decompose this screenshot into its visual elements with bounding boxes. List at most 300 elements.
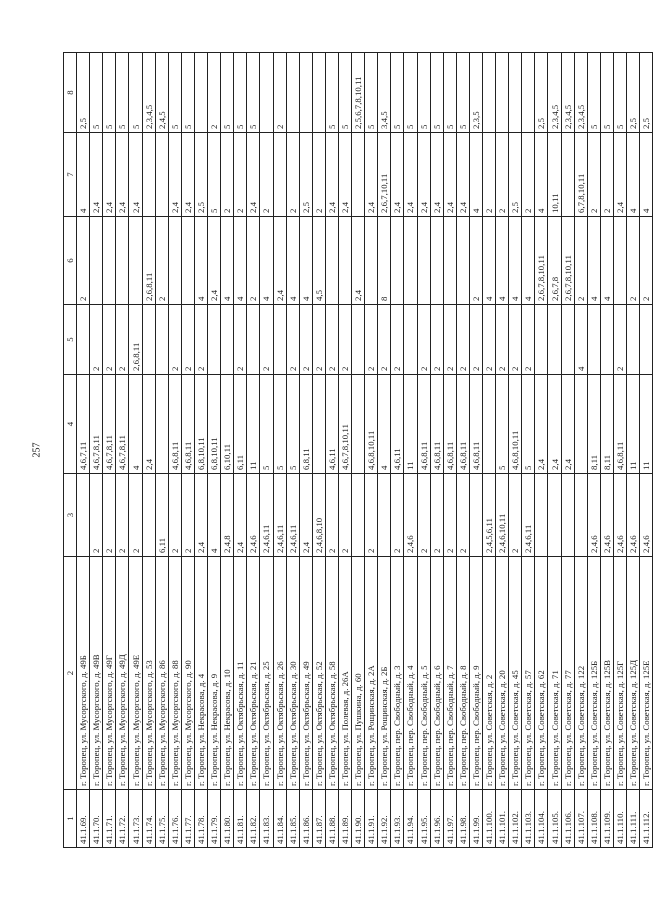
value-cell: 4,6,8,10,11 [365, 375, 378, 474]
value-cell: 2,4,6 [247, 474, 260, 557]
value-cell: 4 [483, 217, 496, 305]
address-cell: г. Торопец, пер. Свободный, д. 4 [404, 557, 417, 790]
row-number-cell: 41.1.79. [208, 790, 221, 848]
value-cell [509, 53, 522, 133]
value-cell: 6,8,11 [299, 375, 312, 474]
value-cell [155, 375, 168, 474]
value-cell [430, 217, 443, 305]
table-row [90, 53, 103, 848]
value-cell: 4 [627, 133, 640, 217]
value-cell: 2,4 [208, 217, 221, 305]
value-cell: 2 [181, 474, 194, 557]
address-cell: г. Торопец, ул. Советская, д. 122 [574, 557, 587, 790]
value-cell: 6,8,10,11 [194, 375, 207, 474]
value-cell: 2 [338, 474, 351, 557]
value-cell: 2,4 [181, 133, 194, 217]
value-cell: 2,4,6,11 [286, 474, 299, 557]
value-cell: 6,11 [155, 474, 168, 557]
value-cell: 11 [640, 375, 653, 474]
value-cell [116, 217, 129, 305]
value-cell [142, 474, 155, 557]
value-cell: 2 [522, 305, 535, 375]
value-cell: 2 [247, 217, 260, 305]
table-row [627, 53, 640, 848]
value-cell [221, 305, 234, 375]
value-cell: 2 [483, 133, 496, 217]
value-cell: 2,4,6 [600, 474, 613, 557]
value-cell: 2 [496, 305, 509, 375]
table-row [365, 53, 378, 848]
value-cell: 2 [443, 305, 456, 375]
value-cell [273, 133, 286, 217]
value-cell: 4,6,11 [325, 375, 338, 474]
value-cell: 4,6,8,11 [443, 375, 456, 474]
row-number-cell: 41.1.100. [483, 790, 496, 848]
value-cell [443, 217, 456, 305]
value-cell: 4,6,8,11 [430, 375, 443, 474]
table-row [168, 53, 181, 848]
value-cell: 4,6,7,8,11 [90, 375, 103, 474]
value-cell: 4 [600, 217, 613, 305]
value-cell: 2,4 [443, 133, 456, 217]
value-cell [208, 305, 221, 375]
address-cell: г. Торопец, ул. Советская, д. 125Е [640, 557, 653, 790]
value-cell: 2 [391, 305, 404, 375]
row-number-cell: 41.1.105. [548, 790, 561, 848]
value-cell [627, 305, 640, 375]
table-row [221, 53, 234, 848]
header-cell: 3 [64, 474, 77, 557]
row-number-cell: 41.1.103. [522, 790, 535, 848]
row-number-cell: 41.1.97. [443, 790, 456, 848]
value-cell [561, 133, 574, 217]
value-cell: 5 [443, 53, 456, 133]
value-cell: 4,6,8,11 [613, 375, 626, 474]
value-cell [600, 305, 613, 375]
value-cell: 2 [168, 305, 181, 375]
value-cell: 2,4,6 [404, 474, 417, 557]
value-cell: 5 [247, 53, 260, 133]
value-cell: 2 [378, 305, 391, 375]
value-cell [352, 474, 365, 557]
value-cell: 2,4 [90, 133, 103, 217]
value-cell: 5 [600, 53, 613, 133]
address-cell: г. Торопец, пер. Свободный, д. 3 [391, 557, 404, 790]
row-number-cell: 41.1.87. [312, 790, 325, 848]
value-cell: 5 [325, 53, 338, 133]
address-cell: г. Торопец, ул. Мусоргского, д. 86 [155, 557, 168, 790]
header-cell: 6 [64, 217, 77, 305]
value-cell: 4,6,7,8,11 [103, 375, 116, 474]
table-row [587, 53, 600, 848]
value-cell: 2,4 [365, 133, 378, 217]
row-number-cell: 41.1.95. [417, 790, 430, 848]
table-row [194, 53, 207, 848]
value-cell: 4,6,7,8,11 [116, 375, 129, 474]
value-cell: 2,4 [535, 375, 548, 474]
value-cell: 11 [627, 375, 640, 474]
header-row [64, 53, 77, 848]
value-cell: 2,4 [613, 133, 626, 217]
value-cell [312, 53, 325, 133]
value-cell [312, 375, 325, 474]
value-cell: 2 [469, 217, 482, 305]
value-cell [483, 375, 496, 474]
value-cell [286, 53, 299, 133]
value-cell: 4 [299, 217, 312, 305]
table-row [312, 53, 325, 848]
value-cell [548, 474, 561, 557]
value-cell: 2,4,5 [155, 53, 168, 133]
value-cell: 2 [194, 305, 207, 375]
value-cell: 2 [469, 305, 482, 375]
value-cell: 2 [103, 474, 116, 557]
value-cell: 2 [77, 217, 90, 305]
value-cell: 6,8,10,11 [208, 375, 221, 474]
value-cell: 4 [535, 133, 548, 217]
value-cell: 2 [325, 474, 338, 557]
value-cell: 5 [286, 375, 299, 474]
value-cell: 2,5 [509, 133, 522, 217]
value-cell [496, 53, 509, 133]
value-cell: 4 [469, 133, 482, 217]
value-cell: 2,3,4,5 [142, 53, 155, 133]
address-cell: г. Торопец, ул. Полевая, д. 26А [338, 557, 351, 790]
value-cell: 2 [456, 305, 469, 375]
value-cell: 2,4 [561, 375, 574, 474]
header-cell: 4 [64, 375, 77, 474]
data-table [63, 52, 653, 848]
row-number-cell: 41.1.76. [168, 790, 181, 848]
value-cell: 5 [208, 133, 221, 217]
value-cell: 5 [391, 53, 404, 133]
value-cell: 2,4 [142, 375, 155, 474]
address-cell: г. Торопец, ул. Мусоргского, д. 90 [181, 557, 194, 790]
value-cell: 11 [247, 375, 260, 474]
value-cell: 4 [509, 217, 522, 305]
value-cell [640, 305, 653, 375]
header-cell: 8 [64, 53, 77, 133]
address-cell: г. Торопец, ул. Советская, д. 45 [509, 557, 522, 790]
value-cell: 2,4,6,11 [273, 474, 286, 557]
address-cell: г. Торопец, ул. Мусоргского, д. 49Д [116, 557, 129, 790]
value-cell: 4 [378, 375, 391, 474]
value-cell [469, 474, 482, 557]
page-number-text: 257 [31, 442, 43, 458]
value-cell: 2 [365, 305, 378, 375]
value-cell [352, 305, 365, 375]
value-cell: 2,4,6,10,11 [496, 474, 509, 557]
row-number-cell: 41.1.110. [613, 790, 626, 848]
value-cell: 5 [587, 53, 600, 133]
table-row [600, 53, 613, 848]
address-cell: г. Торопец, ул. Октябрьская, д. 52 [312, 557, 325, 790]
row-number-cell: 41.1.109. [600, 790, 613, 848]
value-cell [574, 474, 587, 557]
table-row [561, 53, 574, 848]
value-cell: 6,11 [234, 375, 247, 474]
value-cell: 8 [378, 217, 391, 305]
address-cell: г. Торопец, ул. Мусоргского, д. 49В [90, 557, 103, 790]
table-body [64, 53, 653, 848]
value-cell: 4 [194, 217, 207, 305]
value-cell: 5 [168, 53, 181, 133]
value-cell [378, 474, 391, 557]
value-cell: 2 [456, 474, 469, 557]
address-cell: г. Торопец, ул. Советская, д. 57 [522, 557, 535, 790]
table-row [116, 53, 129, 848]
value-cell: 5 [613, 53, 626, 133]
value-cell: 4,5 [312, 217, 325, 305]
address-cell: г. Торопец, ул. Советская, д. 62 [535, 557, 548, 790]
address-cell: г. Торопец, ул. Мусоргского, д. 53 [142, 557, 155, 790]
address-cell: г. Торопец, ул. Мусоргского, д. 49Е [129, 557, 142, 790]
value-cell: 2 [430, 474, 443, 557]
table-row [77, 53, 90, 848]
table-row [483, 53, 496, 848]
value-cell: 5 [116, 53, 129, 133]
address-cell: г. Торопец, пер. Свободный, д. 6 [430, 557, 443, 790]
value-cell: 5 [496, 375, 509, 474]
value-cell: 2 [391, 474, 404, 557]
value-cell [548, 305, 561, 375]
value-cell [142, 133, 155, 217]
row-number-cell: 41.1.82. [247, 790, 260, 848]
address-cell: г. Торопец, ул. Мусоргского, д. 49Г [103, 557, 116, 790]
value-cell [273, 305, 286, 375]
row-number-cell: 41.1.73. [129, 790, 142, 848]
value-cell: 2 [90, 474, 103, 557]
value-cell: 2 [600, 133, 613, 217]
value-cell: 2,4 [352, 217, 365, 305]
row-number-cell: 41.1.90. [352, 790, 365, 848]
row-number-cell: 41.1.70. [90, 790, 103, 848]
value-cell: 4,6,11 [391, 375, 404, 474]
table-row [325, 53, 338, 848]
row-number-cell: 41.1.77. [181, 790, 194, 848]
value-cell: 2 [483, 305, 496, 375]
address-cell: г. Торопец, пер. Свободный, д. 9 [469, 557, 482, 790]
value-cell [103, 217, 116, 305]
value-cell [456, 217, 469, 305]
address-cell: г. Торопец, ул. Советская, д. 125Г [613, 557, 626, 790]
value-cell: 4 [496, 217, 509, 305]
address-cell: г. Торопец, ул. Рощинская, д. 2Б [378, 557, 391, 790]
value-cell: 5 [181, 53, 194, 133]
value-cell: 2 [234, 305, 247, 375]
value-cell: 2 [286, 305, 299, 375]
value-cell: 2,5 [194, 133, 207, 217]
value-cell [155, 133, 168, 217]
value-cell [535, 474, 548, 557]
address-cell: г. Торопец, ул. Советская, д. 77 [561, 557, 574, 790]
value-cell: 2,5 [299, 133, 312, 217]
value-cell: 2,5 [640, 53, 653, 133]
value-cell: 4 [77, 133, 90, 217]
value-cell: 6,10,11 [221, 375, 234, 474]
value-cell: 2 [325, 305, 338, 375]
table-row [548, 53, 561, 848]
value-cell: 2,3,4,5 [561, 53, 574, 133]
value-cell: 2,4 [430, 133, 443, 217]
value-cell: 2,4 [417, 133, 430, 217]
value-cell: 2,4,6,8,10 [312, 474, 325, 557]
value-cell: 2 [116, 305, 129, 375]
value-cell: 2 [365, 474, 378, 557]
value-cell: 2 [168, 474, 181, 557]
value-cell: 2 [640, 217, 653, 305]
header-cell: 2 [64, 557, 77, 790]
value-cell [561, 474, 574, 557]
table-row [496, 53, 509, 848]
value-cell: 2 [417, 305, 430, 375]
table-row [443, 53, 456, 848]
value-cell: 2,4 [391, 133, 404, 217]
value-cell: 2,4 [338, 133, 351, 217]
row-number-cell: 41.1.83. [260, 790, 273, 848]
value-cell: 2 [417, 474, 430, 557]
row-number-cell: 41.1.75. [155, 790, 168, 848]
table-row [613, 53, 626, 848]
value-cell: 2 [155, 217, 168, 305]
address-cell: г. Торопец, пер. Свободный, д. 8 [456, 557, 469, 790]
table-row [155, 53, 168, 848]
value-cell: 5 [338, 53, 351, 133]
row-number-cell: 41.1.85. [286, 790, 299, 848]
value-cell: 2,4,6,11 [522, 474, 535, 557]
value-cell [483, 53, 496, 133]
address-cell: г. Торопец, ул. Советская, д. 125Б [587, 557, 600, 790]
value-cell: 5 [273, 375, 286, 474]
value-cell: 2 [587, 133, 600, 217]
row-number-cell: 41.1.107. [574, 790, 587, 848]
address-cell: г. Торопец, пер. Свободный, д. 7 [443, 557, 456, 790]
value-cell: 4,6,8,11 [456, 375, 469, 474]
value-cell [587, 305, 600, 375]
row-number-cell: 41.1.111. [627, 790, 640, 848]
value-cell [365, 217, 378, 305]
value-cell [613, 217, 626, 305]
value-cell: 2,4,6 [613, 474, 626, 557]
address-cell: г. Торопец, ул. Советская, д. 125В [600, 557, 613, 790]
table-row [352, 53, 365, 848]
table-row [208, 53, 221, 848]
row-number-cell: 41.1.106. [561, 790, 574, 848]
address-cell: г. Торопец, ул. Советская, д. 2 [483, 557, 496, 790]
address-cell: г. Торопец, ул. Октябрьская, д. 25 [260, 557, 273, 790]
value-cell: 2,4 [129, 133, 142, 217]
value-cell: 3,4,5 [378, 53, 391, 133]
table-row [142, 53, 155, 848]
table-row [391, 53, 404, 848]
table-row [103, 53, 116, 848]
value-cell [325, 217, 338, 305]
value-cell: 2 [312, 133, 325, 217]
value-cell: 10,11 [548, 133, 561, 217]
value-cell: 5 [417, 53, 430, 133]
table-row [299, 53, 312, 848]
value-cell: 2 [208, 53, 221, 133]
address-cell: г. Торопец, ул. Октябрьская, д. 21 [247, 557, 260, 790]
address-cell: г. Торопец, ул. Октябрьская, д. 30 [286, 557, 299, 790]
value-cell: 4,6,8,11 [469, 375, 482, 474]
value-cell: 5 [234, 53, 247, 133]
value-cell: 5 [90, 53, 103, 133]
value-cell [535, 305, 548, 375]
value-cell: 4,6,7,11 [77, 375, 90, 474]
table-row [417, 53, 430, 848]
value-cell: 2,6,7,8 [548, 217, 561, 305]
value-cell: 2,3,4,5 [548, 53, 561, 133]
value-cell: 2,5 [627, 53, 640, 133]
value-cell: 2 [613, 305, 626, 375]
value-cell: 2 [522, 133, 535, 217]
value-cell: 2 [496, 133, 509, 217]
row-number-cell: 41.1.86. [299, 790, 312, 848]
address-cell: г. Торопец, ул. Некрасова, д. 4 [194, 557, 207, 790]
value-cell: 5 [456, 53, 469, 133]
value-cell: 2,4 [103, 133, 116, 217]
value-cell: 2,6,7,8,10,11 [535, 217, 548, 305]
value-cell [352, 375, 365, 474]
value-cell: 6,7,8,10,11 [574, 133, 587, 217]
row-number-cell: 41.1.96. [430, 790, 443, 848]
value-cell [77, 305, 90, 375]
value-cell: 2,4 [247, 133, 260, 217]
address-cell: г. Торопец, ул. Советская, д. 71 [548, 557, 561, 790]
value-cell: 2,4,6,11 [260, 474, 273, 557]
row-number-cell: 41.1.92. [378, 790, 391, 848]
value-cell [194, 53, 207, 133]
value-cell: 2 [234, 133, 247, 217]
value-cell [299, 53, 312, 133]
value-cell: 2 [221, 133, 234, 217]
table-row [469, 53, 482, 848]
value-cell [522, 53, 535, 133]
value-cell: 2,4 [194, 474, 207, 557]
value-cell [181, 217, 194, 305]
value-cell: 2 [574, 217, 587, 305]
value-cell: 2 [312, 305, 325, 375]
value-cell: 4 [286, 217, 299, 305]
row-number-cell: 41.1.98. [456, 790, 469, 848]
value-cell: 2,5,6,7,8,10,11 [352, 53, 365, 133]
value-cell: 2 [286, 133, 299, 217]
value-cell [247, 305, 260, 375]
value-cell: 2,6,8,11 [142, 217, 155, 305]
address-cell: г. Торопец, ул. Октябрьская, д. 49 [299, 557, 312, 790]
value-cell [574, 375, 587, 474]
address-cell: г. Торопец, ул. Октябрьская, д. 11 [234, 557, 247, 790]
value-cell: 2 [509, 474, 522, 557]
value-cell: 2 [260, 133, 273, 217]
row-number-cell: 41.1.69. [77, 790, 90, 848]
table-row [260, 53, 273, 848]
address-cell: г. Торопец, ул. Октябрьская, д. 58 [325, 557, 338, 790]
value-cell: 2,5 [535, 53, 548, 133]
value-cell [417, 217, 430, 305]
value-cell: 4 [208, 474, 221, 557]
row-number-cell: 41.1.91. [365, 790, 378, 848]
value-cell: 2 [443, 474, 456, 557]
value-cell: 2 [627, 217, 640, 305]
row-number-cell: 41.1.89. [338, 790, 351, 848]
value-cell [391, 217, 404, 305]
table-row [129, 53, 142, 848]
row-number-cell: 41.1.94. [404, 790, 417, 848]
value-cell: 2,6,8,11 [129, 305, 142, 375]
value-cell: 4 [234, 217, 247, 305]
